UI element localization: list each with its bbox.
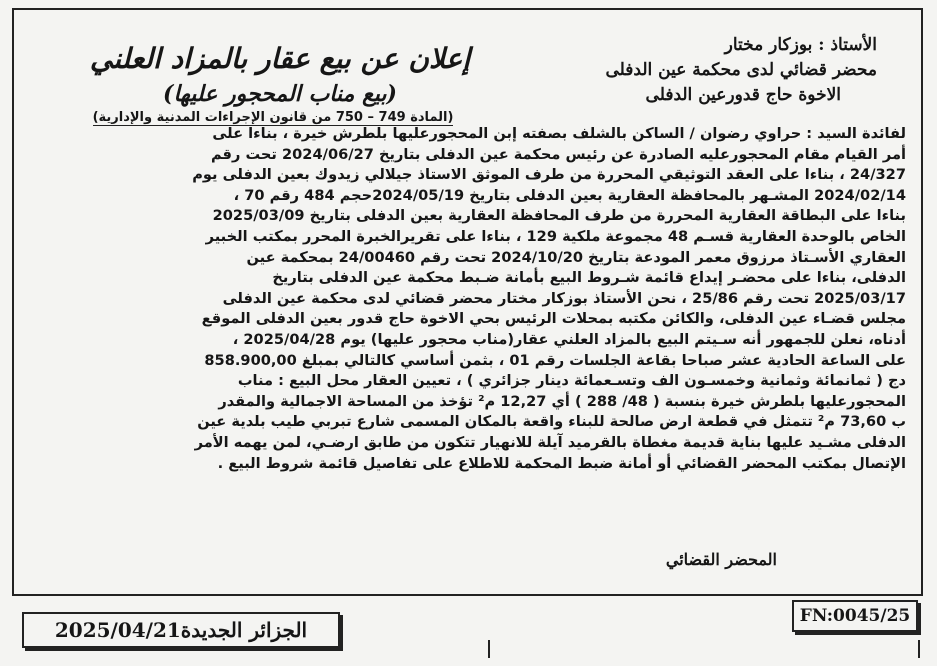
article-text: (المادة 749 – 750 من قانون الإجراءات المدنية والإدارية) — [92, 110, 454, 125]
body-line: 2025/03/17 تحت رقم 25/86 ، نحن الأستاذ بوزكار مختار محضر قضائي لدى محكمة عين الدفلى — [222, 289, 906, 307]
bailiff-court: محضر قضائي لدى محكمة عين الدفلى — [605, 60, 877, 80]
bailiff-address: الاخوة حاج قدورعين الدفلى — [645, 85, 841, 105]
body-line: الدفلى، بناءا على محضـر إيداع قائمة شـروط البيع بأمانة ضـبط محكمة عين الدفلى بتاريخ — [272, 269, 906, 287]
newspaper-date-box: الجزائر الجديدة2025/04/21 — [22, 612, 340, 648]
body-line: العقاري الأسـتاذ مرزوق معمر المودعة بتاريخ 2024/10/20 تحت رقم 24/00460 بمحكمة عين — [246, 248, 906, 266]
notice-title: إعلان عن بيع عقار بالمزاد العلني — [89, 42, 471, 75]
body-line: لفائدة السيد : حراوي رضوان / الساكن بالشلف بصفته إبن المحجورعليها بلطرش خيرة ، بناءا على — [212, 125, 906, 142]
body-line: الدفلى مشـيد عليها بناية قديمة مغطاة بالقرميد آيلة للانهيار تتكون من طابق ارضـي، لمن يهمه الأمر — [194, 433, 906, 451]
body-line: أدناه، نعلن للجمهور أنه سـيتم البيع بالمزاد العلني عقار(مناب محجور عليها) يوم 2025/04/28 ، — [232, 330, 906, 348]
body-line: 2024/02/14 المشـهر بالمحافظة العقارية بعين الدفلى بتاريخ 2024/05/19حجم 484 رقم 70 ، — [233, 186, 906, 204]
body-line: المحجورعليها بلطرش خيرة بنسبة ( 48/ 288 ) أي 12,27 م² تؤخذ من المساحة الاجمالية والمقدر — [218, 392, 906, 410]
body-line: الإتصال بمكتب المحضر القضائي أو أمانة ضبط المحكمة للاطلاع على تفاصيل قائمة شروط البيع . — [217, 454, 906, 472]
body-line: على الساعة الحادية عشر صباحا بقاعة الجلسات رقم 01 ، بثمن أساسي كالتالي بمبلغ 858.900,00 — [204, 351, 906, 369]
fn-reference-box: FN:0045/25 — [792, 600, 918, 632]
body-line: أمر القيام مقام المحجورعليه الصادرة عن رئيس محكمة عين الدفلى بتاريخ 2024/06/27 تحت رقم — [210, 145, 906, 163]
body-line: بناءا على البطاقة العقارية المحررة من طرف المحافظة العقارية بعين الدفلى بتاريخ 2025/03/09 — [212, 207, 906, 225]
notice-subtitle: (بيع مناب المحجور عليها) — [163, 81, 397, 107]
divider-mark — [918, 640, 920, 658]
notice-body — [30, 124, 906, 574]
divider-mark — [488, 640, 490, 658]
body-line: دج ( ثمانمائة وثمانية وخمسـون الف وتسـعمائة دينار جزائري ) ، تعيين العقار محل البيع : مناب — [237, 372, 906, 390]
bailiff-name: الأستاذ : بوزكار مختار — [724, 35, 877, 55]
body-line: 24/327 ، بناءا على العقد التوثيقي المحررة من طرف الموثق الاستاذ جيلالي زيدوك بعين الدفلى يوم — [192, 166, 906, 184]
body-line: مجلس قضـاء عين الدفلى، والكائن مكتبه بمحلات الرئيس بحي الاخوة حاج قدور بعين الدفلى الموقع — [201, 310, 906, 328]
signature: المحضر القضائي — [665, 550, 777, 569]
body-line: الخاص بالوحدة العقارية قسـم 48 مجموعة ملكية 129 ، بناءا على تقريرالخبرة المحرر بمكتب الخبير — [205, 227, 906, 245]
body-line: ب 73,60 م² تتمثل في قطعة ارض صالحة للبناء واقعة بالمكان المسمى شارع تبربي طيب بلدية عين — [197, 413, 906, 431]
